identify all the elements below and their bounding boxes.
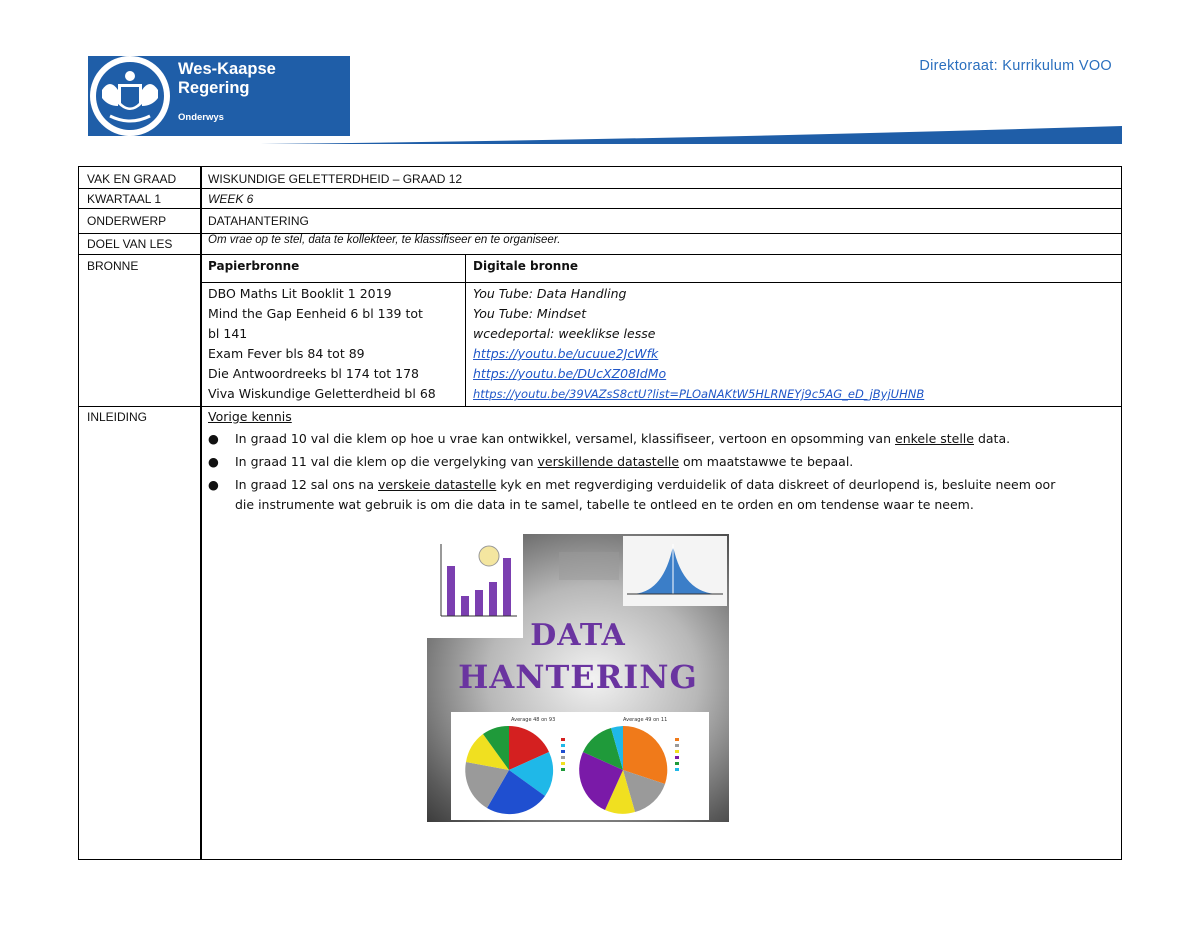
video-link-2[interactable]: https://youtu.be/DUcXZ08IdMo (473, 366, 667, 381)
list-item: Viva Wiskundige Geletterdheid bl 68 (208, 386, 436, 401)
list-item: bl 141 (208, 326, 248, 341)
logo-subtitle: Onderwys (178, 112, 224, 123)
image-title-data: DATA (530, 618, 626, 653)
label-onderwerp: ONDERWERP (87, 214, 167, 228)
bullet-icon: ● (208, 431, 219, 446)
video-link-1[interactable]: https://youtu.be/ucuue2JcWfk (473, 346, 659, 361)
label-inleiding: INLEIDING (87, 410, 148, 424)
list-item: DBO Maths Lit Booklit 1 2019 (208, 286, 392, 301)
bullet-icon: ● (208, 454, 219, 469)
image-title-hantering: HANTERING (458, 658, 698, 696)
header-swoosh (260, 124, 1122, 146)
value-doel-van-les: Om vrae op te stel, data te kollekteer, te klassifiseer en te organiseer. (208, 234, 561, 246)
data-handling-illustration (427, 534, 729, 822)
bullet-grade-10: ● In graad 10 val die klem op hoe u vrae kan ontwikkel, versamel, klassifiseer, vertoon en opsomming van enkele stelle data. (208, 429, 1010, 449)
bullet-icon: ● (208, 477, 219, 492)
label-doel-van-les: DOEL VAN LES (87, 237, 173, 251)
bullet-grade-12: ● In graad 12 sal ons na verskeie datastelle kyk en met regverdiging verduidelik of data diskreet of deurlopend is, besluite neem oor die instrumente wat gebruik is om die data in te samel, tabelle te ontleed en te orden en om tendense waar te neem. (208, 477, 1056, 512)
value-onderwerp: DATAHANTERING (208, 214, 309, 228)
coat-of-arms-icon (88, 54, 174, 138)
section-heading: Vorige kennis (208, 409, 292, 424)
list-item: You Tube: Data Handling (473, 286, 627, 301)
paper-sources-header: Papierbronne (208, 259, 300, 273)
video-link-3[interactable]: https://youtu.be/39VAZsS8ctU?list=PLOaNAKtW5HLRNEYj9c5AG_eD_jByjUHNB (473, 387, 925, 401)
label-vak-en-graad: VAK EN GRAAD (87, 172, 177, 186)
list-item: You Tube: Mindset (473, 306, 587, 321)
normal-distribution-graphic (623, 536, 727, 606)
pie1-title: Average 48 on 93 (511, 717, 556, 723)
label-kwartaal: KWARTAAL 1 (87, 192, 162, 206)
logo-name: Wes-Kaapse Regering (178, 60, 276, 97)
value-kwartaal: WEEK 6 (208, 192, 254, 206)
value-vak-en-graad: WISKUNDIGE GELETTERDHEID – GRAAD 12 (208, 172, 463, 186)
list-item: Die Antwoordreeks bl 174 tot 178 (208, 366, 419, 381)
label-bronne: BRONNE (87, 259, 139, 273)
pie-charts-graphic (451, 712, 709, 820)
pie2-title: Average 49 on 11 (623, 717, 668, 723)
digital-sources-header: Digitale bronne (473, 259, 579, 273)
list-item: Mind the Gap Eenheid 6 bl 139 tot (208, 306, 423, 321)
list-item: Exam Fever bls 84 tot 89 (208, 346, 365, 361)
digital-sources-list (473, 284, 924, 404)
list-item: wcedeportal: weeklikse lesse (473, 326, 656, 341)
paper-sources-list (208, 284, 436, 404)
bullet-grade-11: ● In graad 11 val die klem op die vergelyking van verskillende datastelle om maatstawwe te bepaal. (208, 452, 853, 472)
department-title: Direktoraat: Kurrikulum VOO (919, 58, 1112, 74)
